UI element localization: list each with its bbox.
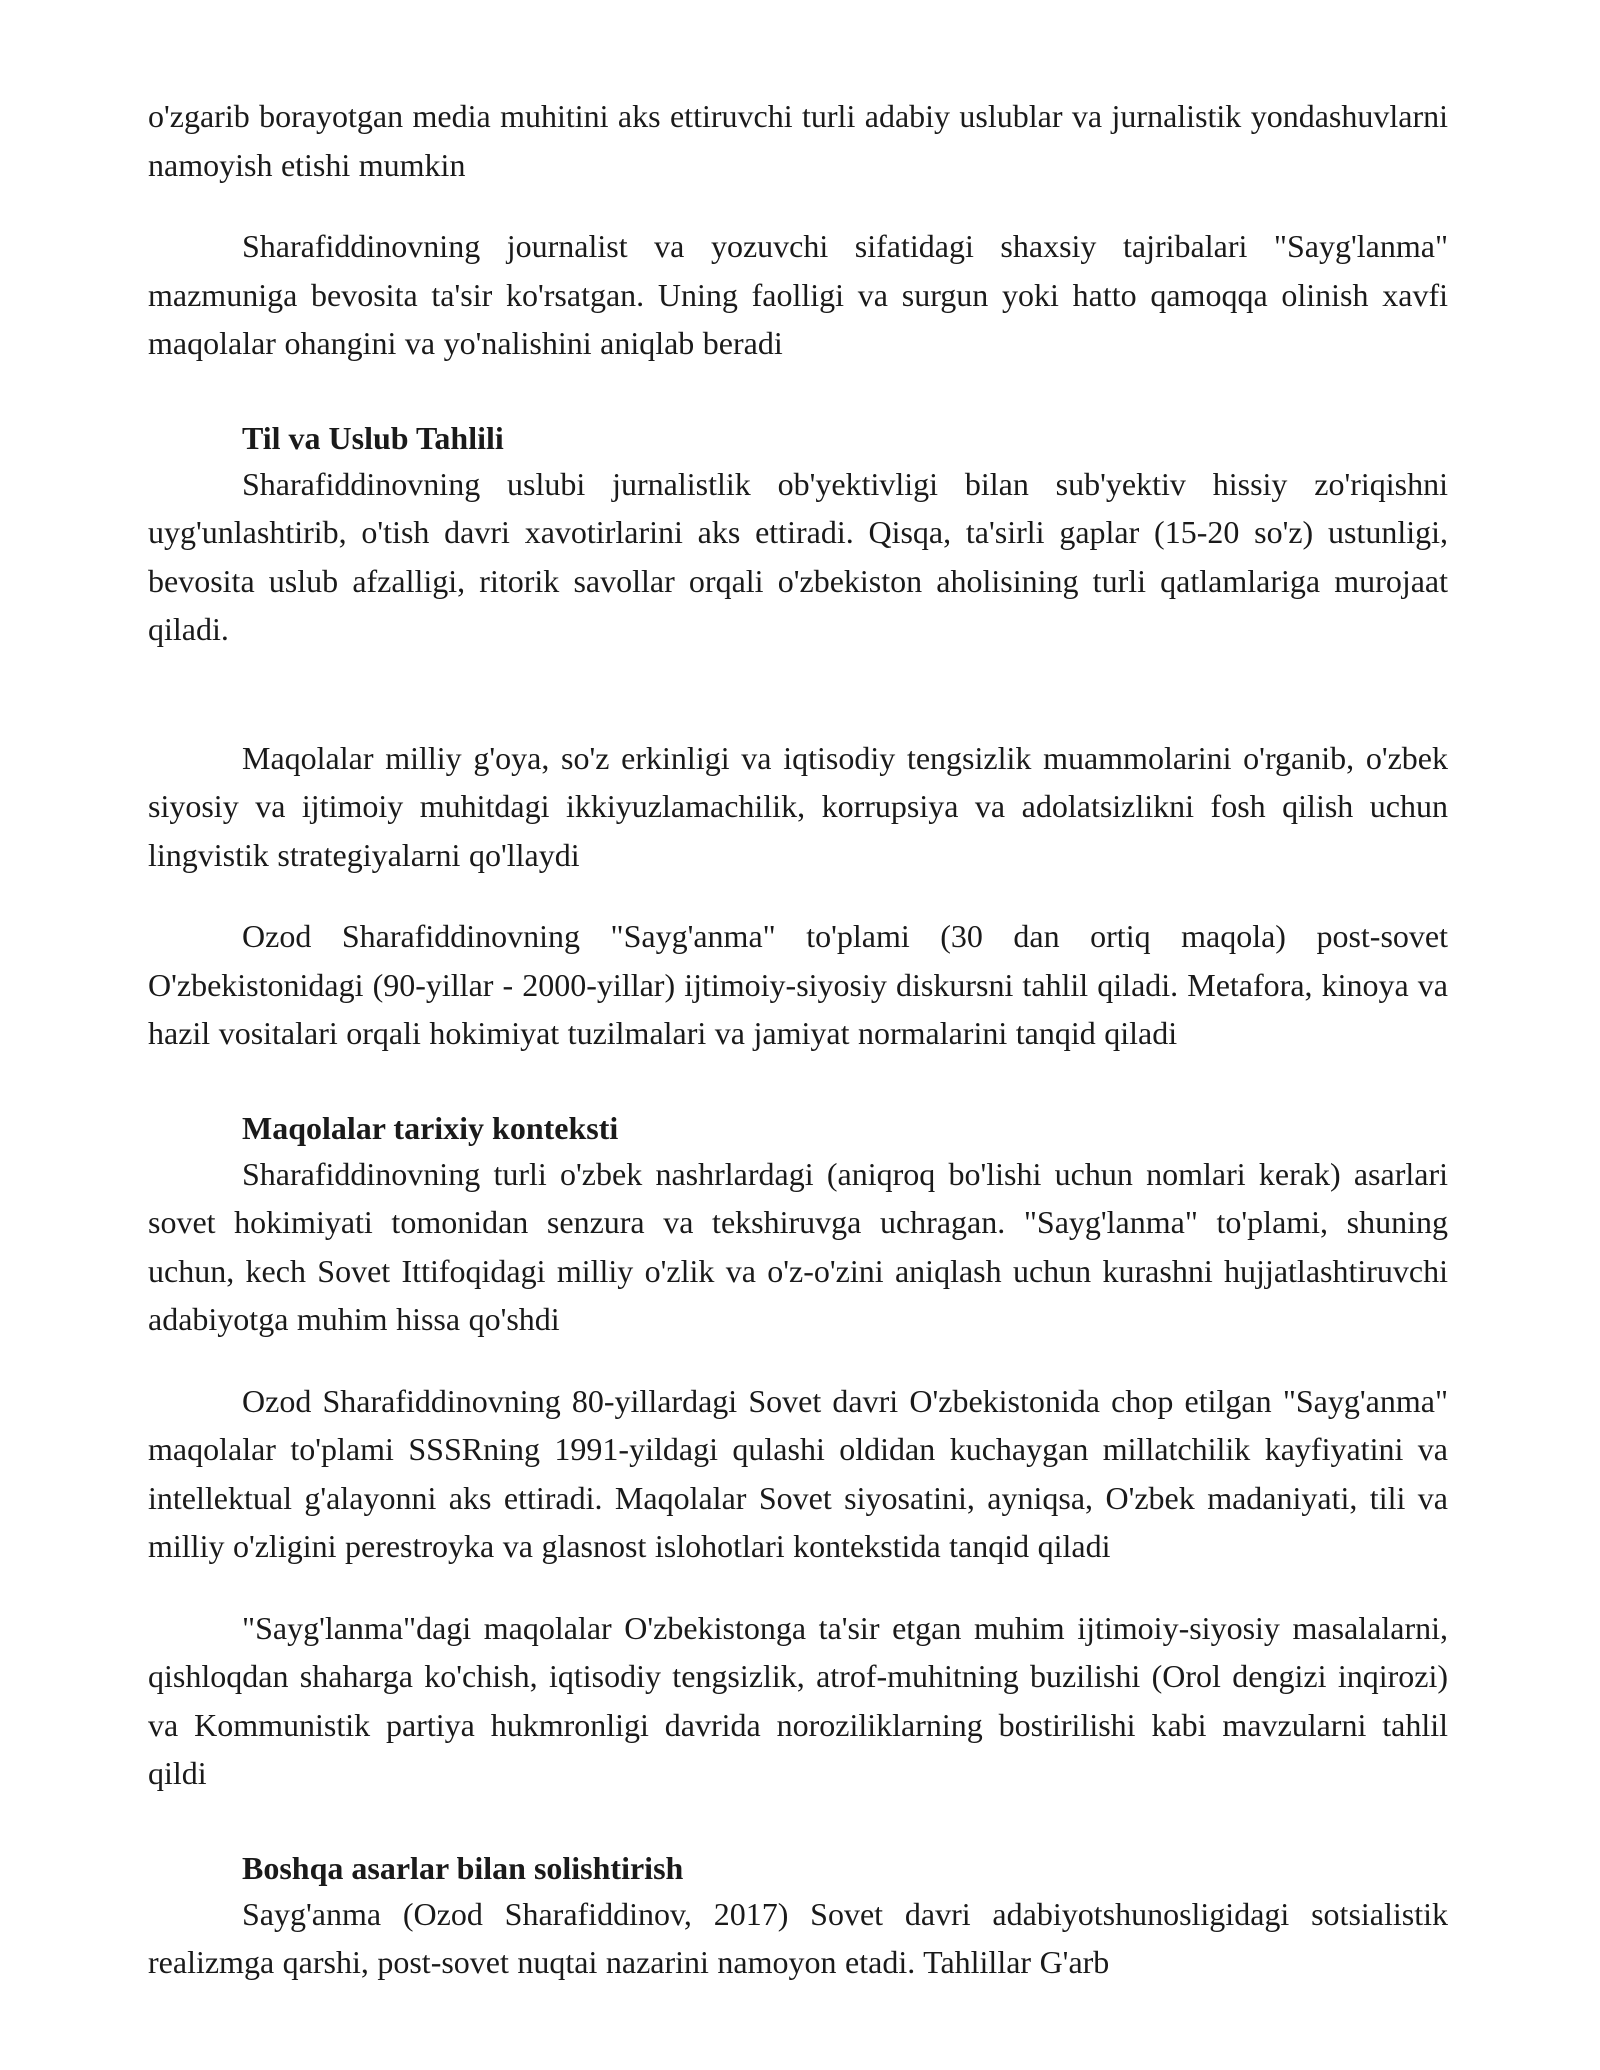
section-heading-historical-context: Maqolalar tarixiy konteksti [242,1109,619,1146]
section-heading-comparison: Boshqa asarlar bilan solishtirish [242,1849,684,1886]
document-page [148,92,1448,2020]
paragraph-6: Sharafiddinovning turli o'zbek nashrlardagi (aniqroq bo'lishi uchun nomlari kerak) asarlari sovet hokimiyati tomonidan senzura va tekshiruvga uchragan. "Sayg'lanma" to'plami, shuning uchun, kech Sovet Ittifoqidagi milliy o'zlik va o'z-o'zini aniqlash uchun kurashni hujjatlashtiruvchi adabiyotga muhim hissa qo'shdi [148,1155,1448,1337]
paragraph-7: Ozod Sharafiddinovning 80-yillardagi Sovet davri O'zbekistonida chop etilgan "Sayg'anma" maqolalar to'plami SSSRning 1991-yildagi qulashi oldidan kuchaygan millatchilik kayfiyatini va intellektual g'alayonni aks ettiradi. Maqolalar Sovet siyosatini, ayniqsa, O'zbek madaniyati, tili va milliy o'zligini perestroyka va glasnost islohotlari kontekstida tanqid qiladi [148,1382,1448,1564]
paragraph-2: Sharafiddinovning journalist va yozuvchi sifatidagi shaxsiy tajribalari "Sayg'lanma" mazmuniga bevosita ta'sir ko'rsatgan. Uning faolligi va surgun yoki hatto qamoqqa olinish xavfi maqolalar ohangini va yo'nalishini aniqlab beradi [148,228,1448,361]
paragraph-4: Maqolalar milliy g'oya, so'z erkinligi va iqtisodiy tengsizlik muammolarini o'rganib, o'zbek siyosiy va ijtimoiy muhitdagi ikkiyuzlamachilik, korrupsiya va adolatsizlikni fosh qilish uchun lingvistik strategiyalarni qo'llaydi [148,739,1448,873]
paragraph-9: Sayg'anma (Ozod Sharafiddinov, 2017) Sovet davri adabiyotshunosligidagi sotsialistik realizmga qarshi, post-sovet nuqtai nazarini namoyon etadi. Tahlillar G'arb [148,1895,1448,1980]
paragraph-1: o'zgarib borayotgan media muhitini aks ettiruvchi turli adabiy uslublar va jurnalistik yondashuvlarni namoyish etishi mumkin [148,98,1448,183]
section-heading-style-analysis: Til va Uslub Tahlili [242,419,504,456]
paragraph-5: Ozod Sharafiddinovning "Sayg'anma" to'plami (30 dan ortiq maqola) post-sovet O'zbekistonidagi (90-yillar - 2000-yillar) ijtimoiy-siyosiy diskursni tahlil qiladi. Metafora, kinoya va hazil vositalari orqali hokimiyat tuzilmalari va jamiyat normalarini tanqid qiladi [148,918,1448,1051]
paragraph-8: "Sayg'lanma"dagi maqolalar O'zbekistonga ta'sir etgan muhim ijtimoiy-siyosiy masalalarni, qishloqdan shaharga ko'chish, iqtisodiy tengsizlik, atrof-muhitning buzilishi (Orol dengizi inqirozi) va Kommunistik partiya hukmronligi davrida noroziliklarning bostirilishi kabi mavzularni tahlil qildi [148,1609,1448,1791]
paragraph-3: Sharafiddinovning uslubi jurnalistlik ob'yektivligi bilan sub'yektiv hissiy zo'riqishni uyg'unlashtirib, o'tish davri xavotirlarini aks ettiradi. Qisqa, ta'sirli gaplar (15-20 so'z) ustunligi, bevosita uslub afzalligi, ritorik savollar orqali o'zbekiston aholisining turli qatlamlariga murojaat qiladi. [148,465,1448,647]
